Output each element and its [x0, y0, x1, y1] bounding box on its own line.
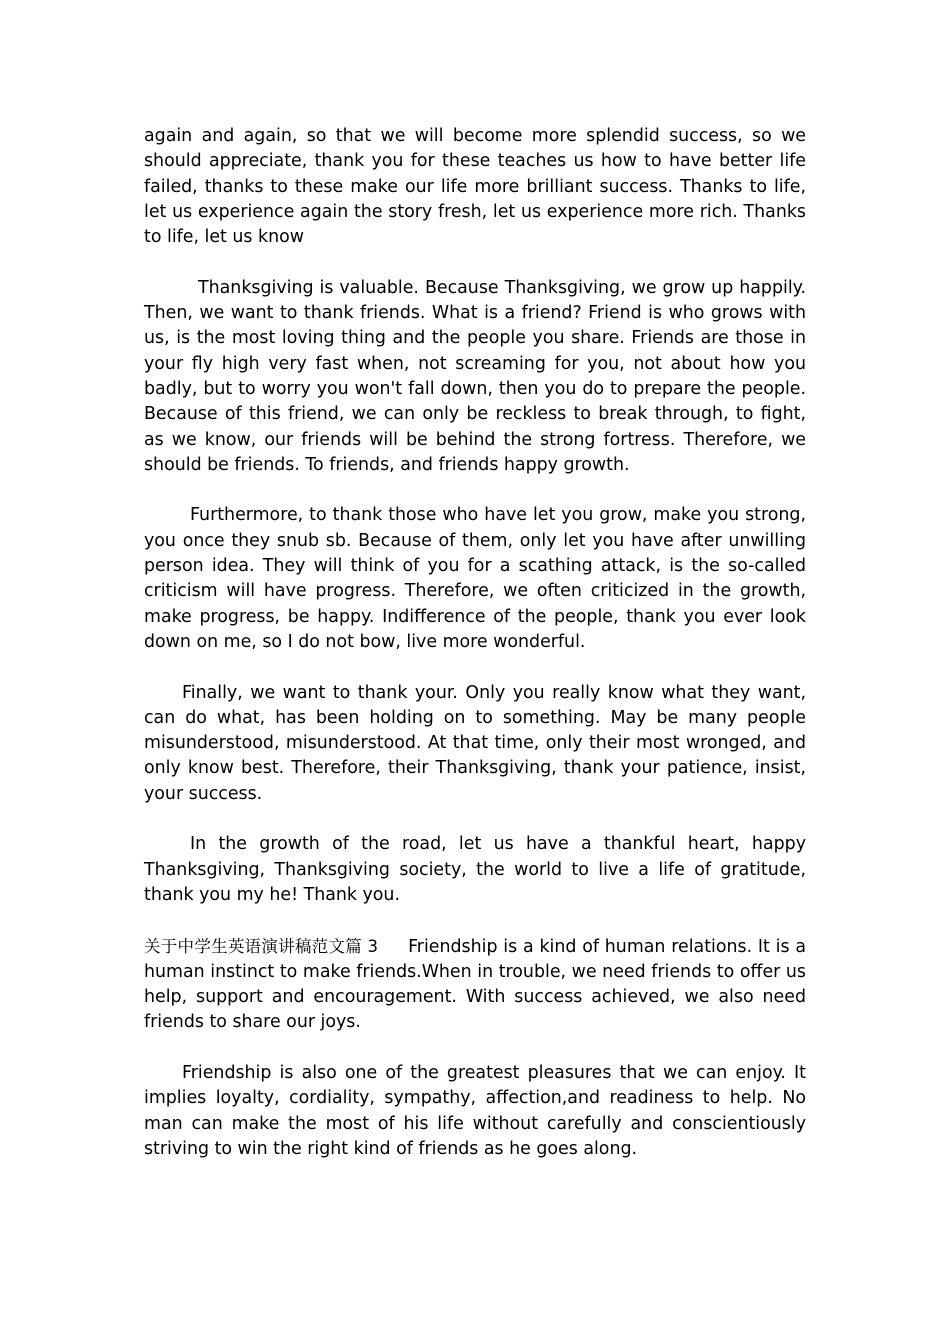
section-heading: 关于中学生英语演讲稿范文篇 3 [144, 936, 379, 956]
paragraph-3: Furthermore, to thank those who have let you grow, make you strong, you once they snub sb. Because of them, only let you have after unwilling person idea. They will think of you for a scathing attack, is the so-called criticism will have progress. Therefore, we often criticized in the growth, make progress, be happy. Indifference of the people, thank you ever look down on me, so I do not bow, live more wonderful. [144, 505, 806, 652]
section-paragraph-1-text: Friendship is a kind of human relations. It is a human instinct to make friends.When in trouble, we need friends to offer us help, support and encouragement. With success achieved, we also need friends to share our joys. [144, 936, 806, 1033]
paragraph-4: Finally, we want to thank your. Only you really know what they want, can do what, has been holding on to something. May be many people misunderstood, misunderstood. At that time, only their most wronged, and only know best. Therefore, their Thanksgiving, thank your patience, insist, your success. [144, 682, 806, 804]
document-body [144, 124, 806, 1187]
paragraph-2: Thanksgiving is valuable. Because Thanksgiving, we grow up happily. Then, we want to thank friends. What is a friend? Friend is who grows with us, is the most loving thing and the people you share. Friends are those in your fly high very fast when, not screaming for you, not about how you badly, but to worry you won't fall down, then you do to prepare the people. Because of this friend, we can only be reckless to break through, to fight, as we know, our friends will be behind the strong fortress. Therefore, we should be friends. To friends, and friends happy growth. [144, 277, 806, 475]
section-paragraph-2: Friendship is also one of the greatest pleasures that we can enjoy. It implies loyalty, cordiality, sympathy, affection,and readiness to help. No man can make the most of his life without carefully and conscientiously striving to win the right kind of friends as he goes along. [144, 1062, 806, 1159]
section-paragraph-1 [144, 934, 806, 1036]
paragraph-5: In the growth of the road, let us have a thankful heart, happy Thanksgiving, Thanksgiving society, the world to live a life of gratitude, thank you my he! Thank you. [144, 834, 806, 905]
paragraph-1: again and again, so that we will become more splendid success, so we should appreciate, thank you for these teaches us how to have better life failed, thanks to these make our life more brilliant success. Thanks to life, let us experience again the story fresh, let us experience more rich. Thanks to life, let us know [144, 126, 806, 248]
